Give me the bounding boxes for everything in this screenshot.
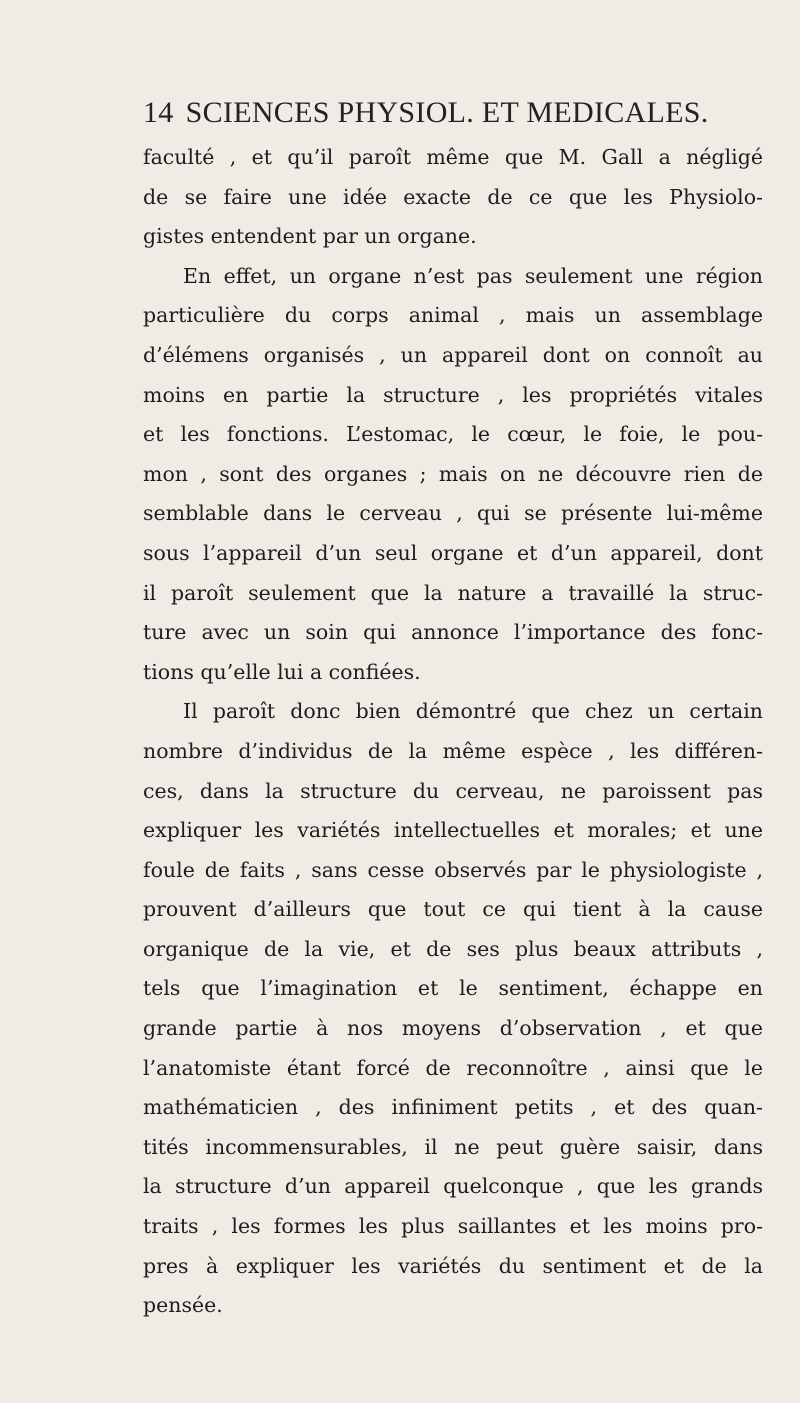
page-number: 14 bbox=[143, 96, 174, 129]
text-line: particulière du corps animal , mais un assemblage bbox=[143, 303, 763, 328]
text-line: d’élémens organisés , un appareil dont on connoît au bbox=[143, 342, 763, 367]
text-line: grande partie à nos moyens d’observation , et que bbox=[143, 1016, 763, 1041]
text-line: et les fonctions. L’estomac, le cœur, le foie, le pou- bbox=[143, 422, 763, 447]
text-line: l’anatomiste étant forcé de reconnoître , ainsi que le bbox=[143, 1055, 763, 1080]
text-line: En effet, un organe n’est pas seulement une région bbox=[183, 263, 763, 288]
text-line: organique de la vie, et de ses plus beaux attributs , bbox=[143, 936, 763, 961]
text-line: traits , les formes les plus saillantes et les moins pro- bbox=[143, 1214, 763, 1239]
text-line: prouvent d’ailleurs que tout ce qui tient à la cause bbox=[143, 897, 763, 922]
text-line: pres à expliquer les variétés du sentiment et de la bbox=[143, 1253, 763, 1278]
text-line: faculté , et qu’il paroît même que M. Gall a négligé bbox=[143, 145, 763, 169]
text-line: tités incommensurables, il ne peut guère saisir, dans bbox=[143, 1134, 763, 1159]
running-head bbox=[143, 96, 783, 130]
running-title: SCIENCES PHYSIOL. ET MEDICALES. bbox=[185, 96, 709, 129]
text-line: Il paroît donc bien démontré que chez un certain bbox=[183, 699, 763, 724]
text-line: tions qu’elle lui a confiées. bbox=[143, 659, 421, 684]
body-text bbox=[143, 138, 763, 1326]
text-line: de se faire une idée exacte de ce que les Physiolo- bbox=[143, 184, 763, 209]
text-line: moins en partie la structure , les propriétés vitales bbox=[143, 382, 763, 407]
text-line: semblable dans le cerveau , qui se présente lui-même bbox=[143, 501, 763, 526]
text-line: mathématicien , des infiniment petits , et des quan- bbox=[143, 1095, 763, 1120]
text-line: pensée. bbox=[143, 1293, 223, 1318]
text-line: il paroît seulement que la nature a travaillé la struc- bbox=[143, 580, 763, 605]
text-line: foule de faits , sans cesse observés par le physiologiste , bbox=[143, 857, 763, 882]
text-line: gistes entendent par un organe. bbox=[143, 224, 477, 249]
text-line: tels que l’imagination et le sentiment, échappe en bbox=[143, 976, 763, 1001]
text-line: nombre d’individus de la même espèce , les différen- bbox=[143, 738, 763, 763]
text-line: mon , sont des organes ; mais on ne découvre rien de bbox=[143, 461, 763, 486]
text-line: expliquer les variétés intellectuelles et morales; et une bbox=[143, 818, 763, 843]
text-line: ture avec un soin qui annonce l’importance des fonc- bbox=[143, 620, 763, 645]
text-line: la structure d’un appareil quelconque , que les grands bbox=[143, 1174, 763, 1199]
text-line: ces, dans la structure du cerveau, ne paroissent pas bbox=[143, 778, 763, 803]
text-line: sous l’appareil d’un seul organe et d’un appareil, dont bbox=[143, 540, 763, 565]
